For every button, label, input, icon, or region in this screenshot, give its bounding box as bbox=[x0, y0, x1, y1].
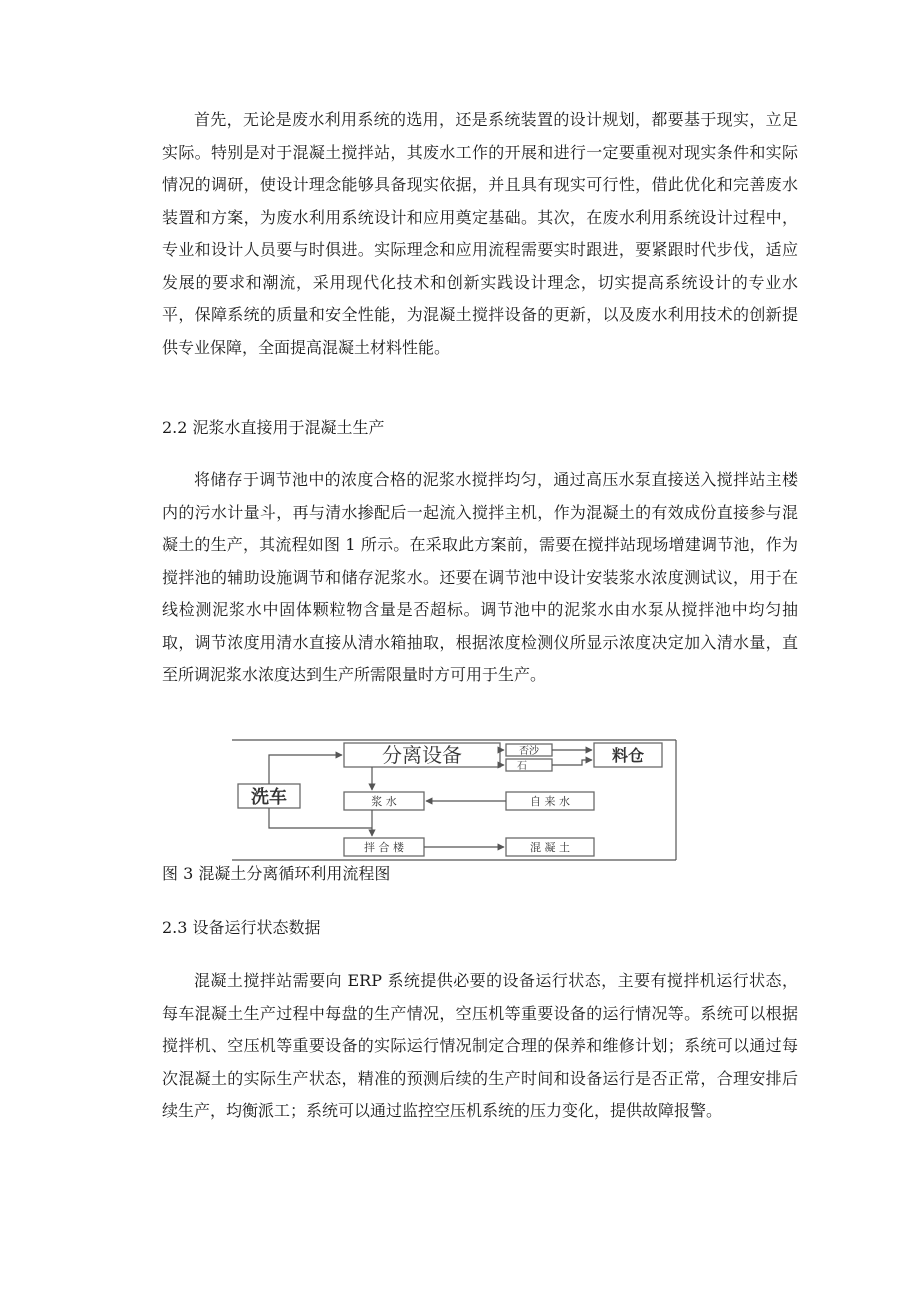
paragraph-design-principles: 首先，无论是废水利用系统的选用，还是系统装置的设计规划，都要基于现实，立足实际。特别是对于混凝土搅拌站，其废水工作的开展和进行一定要重视对现实条件和实际情况的调研，使设计理念能够具备现实依据，并且具有现实可行性，借此优化和完善废水装置和方案，为废水利用系统设计和应用奠定基础。其次，在废水利用系统设计过程中，专业和设计人员要与时俱进。实际理念和应用流程需要实时跟进，要紧跟时代步伐，适应发展的要求和潮流，采用现代化技术和创新实践设计理念，切实提高系统设计的专业水平，保障系统的质量和安全性能，为混凝土搅拌设备的更新，以及废水利用技术的创新提供专业保障，全面提高混凝土材料性能。 bbox=[162, 110, 798, 357]
section-heading-2-3: 2.3 设备运行状态数据 bbox=[162, 918, 321, 937]
label-stone: 石 bbox=[517, 761, 527, 772]
flow-diagram-svg bbox=[232, 738, 678, 862]
figure-caption: 图 3 混凝土分离循环利用流程图 bbox=[162, 864, 391, 883]
label-wash: 洗车 bbox=[251, 787, 287, 808]
label-separator: 分离设备 bbox=[382, 743, 462, 767]
label-tapwater: 自 来 水 bbox=[530, 795, 570, 808]
arrow-wash-to-separator bbox=[269, 755, 342, 784]
paragraph-slurry-direct-use: 将储存于调节池中的浓度合格的泥浆水搅拌均匀，通过高压水泵直接送入搅拌站主楼内的污水计量斗，再与清水掺配后一起流入搅拌主机，作为混凝土的有效成份直接参与混凝土的生产，其流程如图 1 所示。在采取此方案前，需要在搅拌站现场增建调节池，作为搅拌池的辅助设施调节和储存泥浆水。还要在调节池中设计安装浆水浓度测试议，用于在线检测泥浆水中固体颗粒物含量是否超标。调节池中的泥浆水由水泵从搅拌池中均匀抽取，调节浓度用清水直接从清水箱抽取，根据浓度检测仪所显示浓度决定加入清水量，直至所调泥浆水浓度达到生产所需限量时方可用于生产。 bbox=[162, 470, 798, 684]
paragraph-equipment-status: 混凝土搅拌站需要向 ERP 系统提供必要的设备运行状态，主要有搅拌机运行状态，每车混凝土生产过程中每盘的生产情况，空压机等重要设备的运行情况等。系统可以根据搅拌机、空压机等重要设备的实际运行情况制定合理的保养和维修计划；系统可以通过每次混凝土的实际生产状态，精准的预测后续的生产时间和设备运行是否正常，合理安排后续生产，均衡派工；系统可以通过监控空压机系统的压力变化，提供故障报警。 bbox=[162, 971, 798, 1120]
arrow-stone-to-silo bbox=[552, 760, 592, 765]
box-stone bbox=[506, 759, 552, 771]
label-mixer: 拌 合 楼 bbox=[364, 841, 404, 854]
line-wash-to-mixer bbox=[269, 808, 372, 828]
label-concrete: 混 凝 土 bbox=[530, 841, 570, 854]
label-sand: 否沙 bbox=[519, 746, 539, 757]
flow-diagram bbox=[232, 738, 678, 862]
label-slurry: 浆 水 bbox=[371, 795, 397, 808]
section-heading-2-2: 2.2 泥浆水直接用于混凝土生产 bbox=[162, 418, 385, 437]
label-silo: 料仓 bbox=[611, 746, 645, 765]
